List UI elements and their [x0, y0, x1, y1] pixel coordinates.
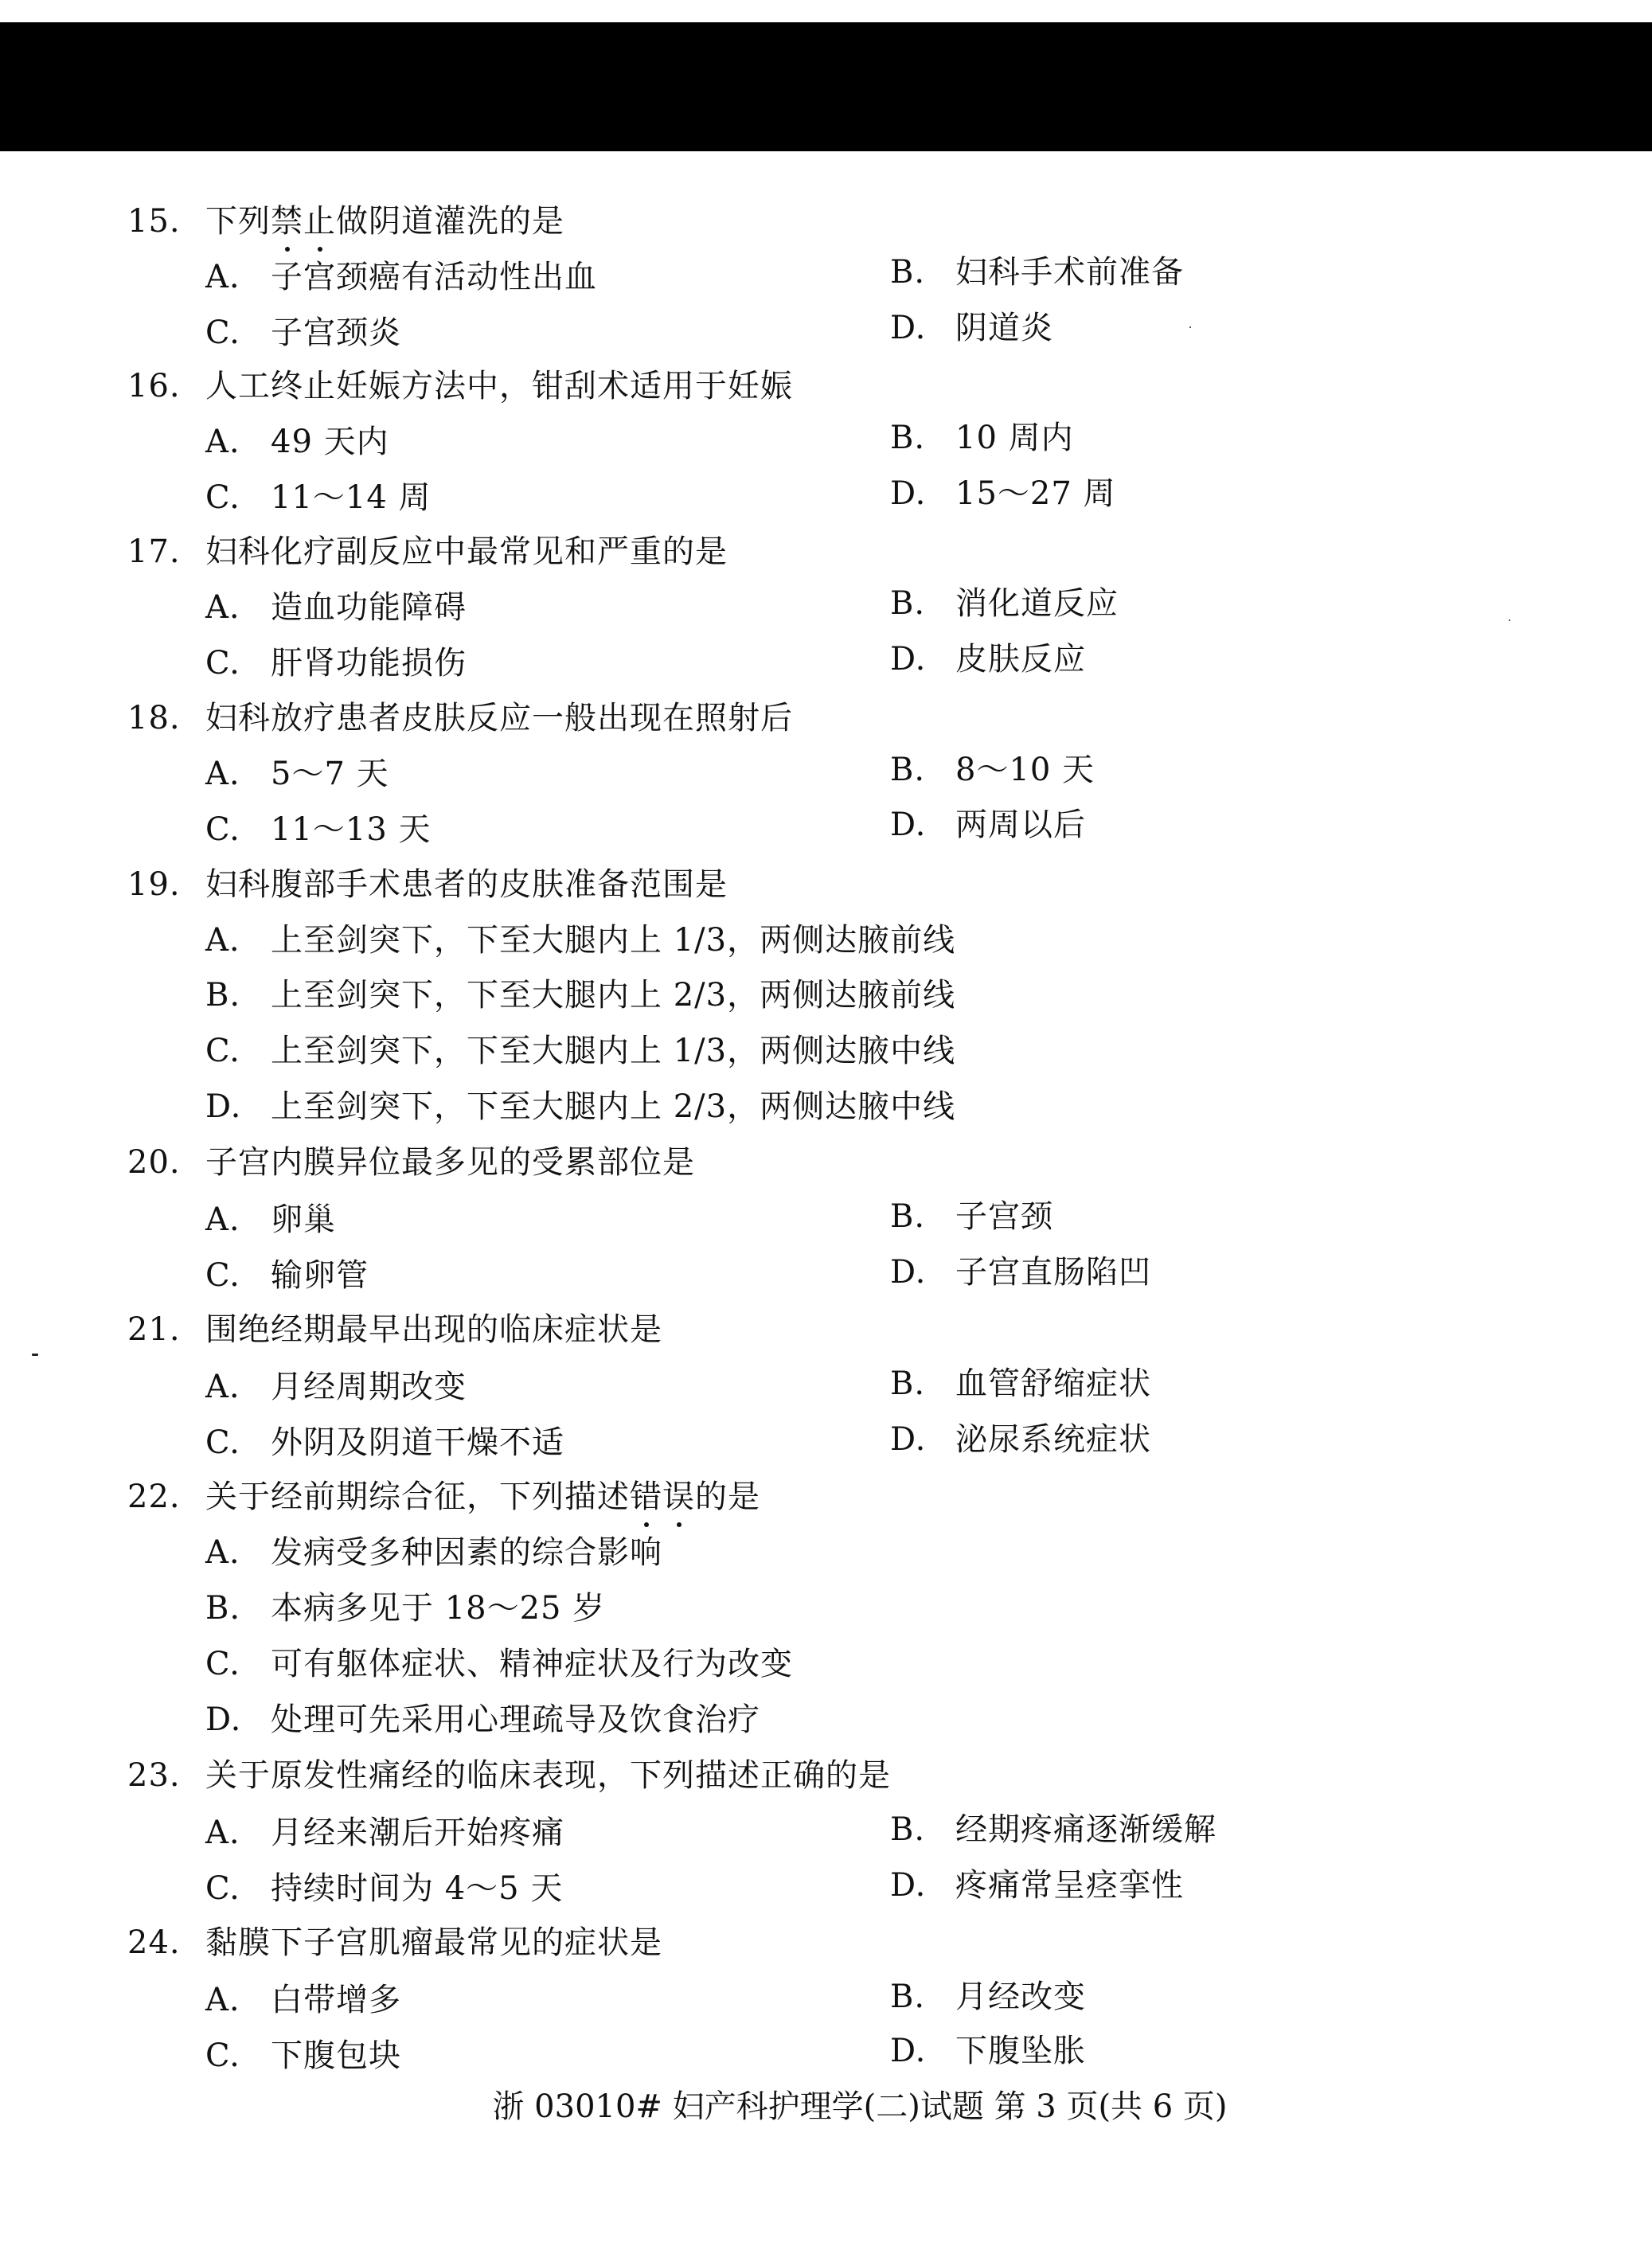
option-18-a: [205, 750, 389, 798]
option-text: 下腹包块: [271, 2037, 401, 2074]
option-21-c: [205, 1419, 564, 1467]
question-24-stem: [127, 1919, 662, 1967]
stem-text: 人工终止妊娠方法中，钳刮术适用于妊娠: [205, 368, 793, 404]
question-number: 24.: [127, 1924, 181, 1961]
question-number: 15.: [127, 203, 181, 240]
option-24-a: [205, 1976, 401, 2024]
option-23-b: [890, 1806, 1217, 1854]
option-letter: A.: [205, 922, 240, 959]
option-letter: C.: [205, 811, 240, 848]
scan-black-header-bar: [0, 22, 1652, 151]
scan-speck: [1509, 619, 1510, 621]
question-number: 17.: [127, 533, 181, 570]
option-22-a: [205, 1529, 662, 1576]
option-21-b: [890, 1360, 1151, 1408]
option-text: 持续时间为 4～5 天: [271, 1870, 564, 1907]
option-20-d: [890, 1248, 1151, 1296]
option-letter: C.: [205, 314, 240, 351]
option-text: 子宫颈: [955, 1198, 1053, 1235]
option-17-d: [890, 635, 1086, 683]
question-21-stem: [127, 1306, 662, 1354]
option-text: 5～7 天: [271, 756, 389, 792]
option-letter: D.: [890, 310, 927, 346]
option-15-a: [205, 253, 597, 301]
option-letter: C.: [205, 2037, 240, 2074]
option-21-a: [205, 1363, 467, 1411]
question-17-stem: [127, 528, 728, 576]
option-text: 子宫颈癌有活动性出血: [271, 259, 597, 295]
option-letter: A.: [205, 1815, 240, 1851]
option-text: 可有躯体症状、精神症状及行为改变: [271, 1646, 793, 1682]
option-text: 泌尿系统症状: [955, 1421, 1151, 1458]
option-letter: B.: [890, 1979, 926, 2015]
option-text: 子宫颈炎: [271, 314, 401, 351]
option-22-c: [205, 1640, 793, 1688]
option-letter: B.: [205, 977, 241, 1014]
stem-text: 妇科放疗患者皮肤反应一般出现在照射后: [205, 700, 793, 736]
option-letter: B.: [890, 254, 926, 291]
question-number: 21.: [127, 1311, 181, 1348]
option-letter: B.: [890, 752, 926, 788]
option-letter: A.: [205, 1201, 240, 1238]
emphasis-char: 止: [303, 197, 336, 245]
option-18-d: [890, 801, 1086, 849]
option-text: 11～14 周: [271, 479, 432, 516]
option-20-b: [890, 1193, 1053, 1240]
option-text: 11～13 天: [271, 811, 432, 848]
question-19-stem: [127, 861, 728, 908]
option-text: 上至剑突下，下至大腿内上 1/3，两侧达腋中线: [271, 1033, 956, 1069]
emphasis-char: 禁: [271, 197, 303, 245]
option-23-a: [205, 1809, 564, 1857]
option-letter: B.: [890, 1198, 926, 1235]
option-text: 本病多见于 18～25 岁: [271, 1590, 606, 1627]
option-18-c: [205, 806, 432, 854]
option-24-c: [205, 2032, 401, 2080]
option-letter: A.: [205, 259, 240, 295]
option-text: 49 天内: [271, 424, 389, 460]
option-text: 月经来潮后开始疼痛: [271, 1815, 564, 1851]
stem-text: 关于经前期综合征，下列描述: [205, 1479, 630, 1515]
emphasis-char: 错: [630, 1473, 662, 1521]
option-letter: A.: [205, 1369, 240, 1405]
option-text: 输卵管: [271, 1257, 369, 1294]
question-number: 22.: [127, 1479, 181, 1515]
option-text: 上至剑突下，下至大腿内上 2/3，两侧达腋中线: [271, 1088, 956, 1125]
stem-text: 下列: [205, 203, 271, 240]
option-letter: A.: [205, 589, 240, 626]
stem-text: 的是: [695, 1479, 760, 1515]
emphasis-char: 误: [662, 1473, 695, 1521]
option-text: 子宫直肠陷凹: [955, 1254, 1151, 1291]
option-letter: D.: [890, 807, 927, 843]
option-letter: C.: [205, 1646, 240, 1682]
option-17-b: [890, 580, 1119, 627]
question-20-stem: [127, 1139, 695, 1186]
question-number: 19.: [127, 866, 181, 903]
option-text: 下腹坠胀: [955, 2033, 1086, 2069]
option-letter: B.: [890, 1365, 926, 1402]
option-text: 10 周内: [955, 420, 1074, 456]
stem-text: 围绝经期最早出现的临床症状是: [205, 1311, 662, 1348]
option-17-c: [205, 639, 467, 687]
question-18-stem: [127, 694, 793, 742]
stem-text: 妇科腹部手术患者的皮肤准备范围是: [205, 866, 728, 903]
option-text: 月经改变: [955, 1979, 1086, 2015]
question-16-stem: [127, 362, 793, 410]
option-15-b: [890, 248, 1184, 296]
option-20-c: [205, 1252, 369, 1299]
option-24-d: [890, 2027, 1086, 2075]
option-letter: D.: [890, 641, 927, 678]
stem-text: 关于原发性痛经的临床表现，下列描述正确的是: [205, 1757, 891, 1794]
stem-text: 做阴道灌洗的是: [336, 203, 564, 240]
question-number: 20.: [127, 1144, 181, 1181]
option-text: 阴道炎: [955, 310, 1053, 346]
option-letter: C.: [205, 1257, 240, 1294]
question-number: 18.: [127, 700, 181, 736]
option-letter: C.: [205, 645, 240, 682]
option-letter: A.: [205, 1982, 240, 2018]
option-16-c: [205, 474, 432, 522]
option-19-d: [205, 1083, 955, 1131]
option-letter: D.: [890, 1421, 927, 1458]
option-text: 15～27 周: [955, 475, 1116, 512]
option-24-b: [890, 1973, 1086, 2021]
question-15-stem: [127, 197, 564, 245]
option-text: 卵巢: [271, 1201, 336, 1238]
option-letter: C.: [205, 1424, 240, 1461]
option-letter: D.: [890, 1867, 927, 1904]
option-letter: A.: [205, 424, 240, 460]
stem-text: 黏膜下子宫肌瘤最常见的症状是: [205, 1924, 662, 1961]
option-text: 上至剑突下，下至大腿内上 2/3，两侧达腋前线: [271, 977, 956, 1014]
option-letter: C.: [205, 1870, 240, 1907]
option-text: 造血功能障碍: [271, 589, 467, 626]
option-23-c: [205, 1865, 563, 1912]
option-text: 外阴及阴道干燥不适: [271, 1424, 564, 1461]
option-18-b: [890, 746, 1095, 794]
option-16-a: [205, 418, 389, 466]
option-text: 白带增多: [271, 1982, 401, 2018]
option-17-a: [205, 584, 467, 631]
option-letter: D.: [890, 1254, 927, 1291]
option-text: 两周以后: [955, 807, 1086, 843]
option-20-a: [205, 1196, 336, 1244]
option-text: 经期疼痛逐渐缓解: [955, 1811, 1217, 1848]
option-19-c: [205, 1027, 955, 1075]
scan-speck: [32, 1354, 38, 1356]
scan-speck: [1189, 326, 1191, 328]
option-22-b: [205, 1584, 605, 1632]
option-letter: C.: [205, 479, 240, 516]
question-23-stem: [127, 1752, 891, 1799]
option-letter: D.: [205, 1088, 242, 1125]
option-15-d: [890, 304, 1053, 352]
option-16-d: [890, 470, 1116, 518]
option-16-b: [890, 414, 1074, 462]
stem-text: 妇科化疗副反应中最常见和严重的是: [205, 533, 728, 570]
option-text: 肝肾功能损伤: [271, 645, 467, 682]
option-letter: B.: [890, 585, 926, 622]
option-15-c: [205, 309, 401, 357]
question-number: 23.: [127, 1757, 181, 1794]
option-letter: B.: [890, 420, 926, 456]
option-text: 妇科手术前准备: [955, 254, 1184, 291]
option-22-d: [205, 1696, 760, 1744]
question-22-stem: [127, 1473, 760, 1521]
option-letter: A.: [205, 756, 240, 792]
option-text: 消化道反应: [955, 585, 1119, 622]
option-letter: C.: [205, 1033, 240, 1069]
option-letter: A.: [205, 1534, 240, 1571]
option-letter: D.: [205, 1701, 242, 1738]
option-text: 皮肤反应: [955, 641, 1086, 678]
option-21-d: [890, 1416, 1151, 1463]
option-text: 疼痛常呈痉挛性: [955, 1867, 1184, 1904]
option-19-b: [205, 971, 955, 1019]
question-number: 16.: [127, 368, 181, 404]
option-letter: B.: [890, 1811, 926, 1848]
stem-text: 子宫内膜异位最多见的受累部位是: [205, 1144, 695, 1181]
page-footer: 浙 03010# 妇产科护理学(二)试题 第 3 页(共 6 页): [492, 2088, 1228, 2125]
option-23-d: [890, 1861, 1184, 1909]
option-text: 处理可先采用心理疏导及饮食治疗: [271, 1701, 760, 1738]
option-text: 血管舒缩症状: [955, 1365, 1151, 1402]
option-letter: D.: [890, 2033, 927, 2069]
option-text: 8～10 天: [955, 752, 1095, 788]
option-letter: D.: [890, 475, 927, 512]
option-19-a: [205, 916, 955, 964]
option-letter: B.: [205, 1590, 241, 1627]
option-text: 发病受多种因素的综合影响: [271, 1534, 662, 1571]
option-text: 上至剑突下，下至大腿内上 1/3，两侧达腋前线: [271, 922, 956, 959]
option-text: 月经周期改变: [271, 1369, 467, 1405]
